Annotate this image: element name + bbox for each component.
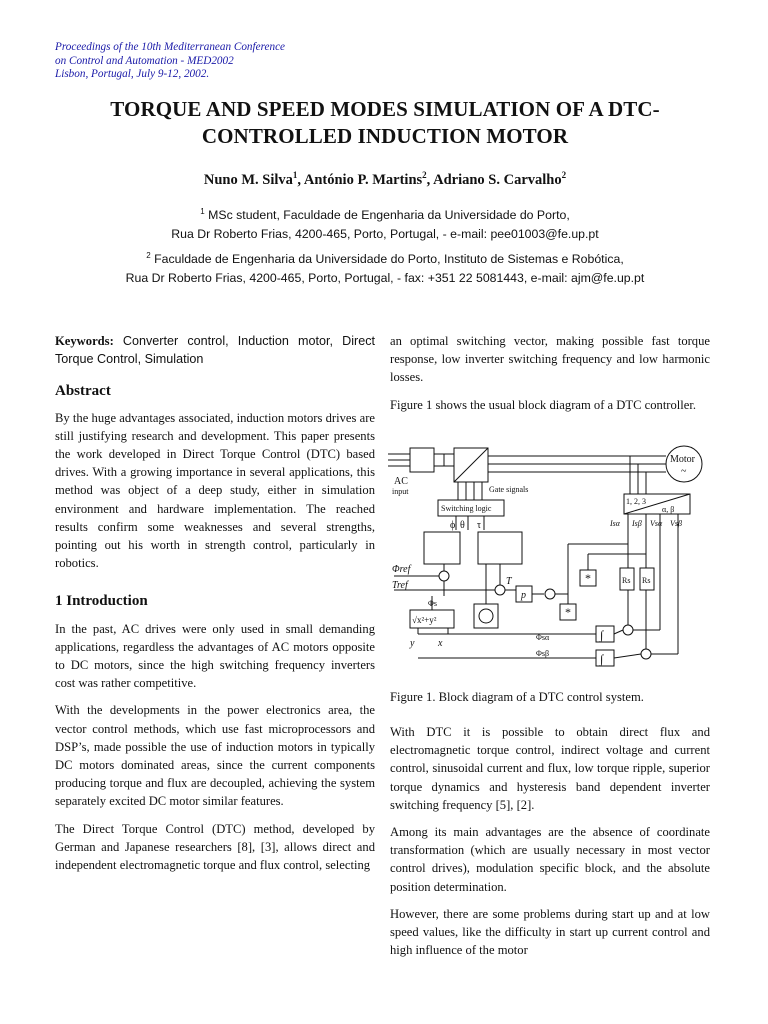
beta-flux-junction bbox=[641, 649, 651, 659]
ac-input-label: AC bbox=[394, 476, 408, 487]
author-sup: 1 bbox=[292, 170, 298, 180]
abstract-heading: Abstract bbox=[55, 383, 111, 400]
intro-paragraph: With the developments in the power electronics area, the vector control methods, which use fast microprocessors and DSP’s, made possible the use of induction motors in typically DC motors dominated areas, since the current components producing torque and flux are decoupled, achieving the system separately excited DC motor similar features. bbox=[55, 703, 375, 809]
gate-signals-label: Gate signals bbox=[489, 485, 529, 494]
flux-angle-block bbox=[474, 604, 498, 628]
right-paragraph: However, there are some problems during start up and at low speed values, like the difficulty in start up current control and high influence of the motor bbox=[390, 906, 710, 958]
integral-label-2: ∫ bbox=[600, 652, 604, 666]
torque-label: T bbox=[506, 576, 512, 587]
multiplier-label-1: * bbox=[585, 571, 591, 585]
flux-summing-junction bbox=[439, 571, 449, 581]
dtc-block-diagram bbox=[388, 444, 713, 679]
title-line-2: CONTROLLED INDUCTION MOTOR bbox=[201, 124, 569, 148]
affiliation-1 bbox=[40, 202, 730, 244]
proceedings-line-2: on Control and Automation - MED2002 bbox=[55, 54, 234, 67]
torque-calc-junction bbox=[545, 589, 555, 599]
phi-ref-label: Φref bbox=[392, 564, 411, 575]
affiliation-line: Faculdade de Engenharia da Universidade do Porto, Instituto de Sistemas e Robótica, bbox=[150, 252, 624, 267]
v-s-alpha-label: Vsα bbox=[650, 519, 663, 528]
i-s-alpha-label: Isα bbox=[610, 519, 620, 528]
affiliation-2 bbox=[40, 246, 730, 288]
introduction-heading: 1 Introduction bbox=[55, 593, 148, 610]
motor-label: Motor bbox=[670, 454, 695, 465]
i-s-beta-label: Isβ bbox=[632, 519, 642, 528]
beta-integrator-block bbox=[596, 650, 614, 666]
motor-symbol-label: ~ bbox=[681, 466, 687, 477]
phi-label: ϕ bbox=[450, 520, 456, 531]
phi-s-label: Φs bbox=[428, 599, 437, 608]
right-paragraph: Among its main advantages are the absence of coordinate transformation (which are usually necessary in most vector control drives), modulation specific block, and the absolute position determination. bbox=[390, 825, 710, 894]
phi-s-alpha-label: Φsα bbox=[536, 633, 550, 642]
switching-logic-label: Switching logic bbox=[441, 504, 492, 513]
tau-label: τ bbox=[477, 520, 482, 531]
x-label: x bbox=[438, 638, 443, 649]
right-column-bottom bbox=[390, 723, 710, 968]
alpha-integrator-block bbox=[596, 626, 614, 642]
author-name: Adriano S. Carvalho bbox=[433, 171, 562, 188]
rs-label-2: Rs bbox=[642, 576, 651, 585]
alpha-flux-junction bbox=[623, 625, 633, 635]
figure-caption: Figure 1. Block diagram of a DTC control system. bbox=[390, 690, 644, 704]
transform-label: 1, 2, 3 bbox=[626, 497, 646, 506]
transform-label-2: α, β bbox=[662, 505, 675, 514]
author-sup: 2 bbox=[561, 170, 567, 180]
abstract-text: By the huge advantages associated, induction motors drives are still justifying research and development. This paper presents the work developed in Direct Torque Control (DTC) based drives. With a growing importance in several applications, this method was object of a deep study, either in simulation environment and hardware implementation. The reached results confirm some weaknesses and several strengths, pointing out his worth in strength control, particularly in robotics. bbox=[55, 410, 375, 571]
proceedings-line-1: Proceedings of the 10th Mediterranean Conference bbox=[55, 41, 286, 53]
right-paragraph: an optimal switching vector, making possible fast torque response, low inverter switching frequency and low harmonic losses. bbox=[390, 334, 710, 385]
title-line-1: TORQUE AND SPEED MODES SIMULATION OF A DTC- bbox=[110, 97, 660, 121]
v-s-beta-label: Vsβ bbox=[670, 519, 682, 528]
theta-label: θ bbox=[460, 520, 465, 531]
right-column-top bbox=[390, 332, 710, 423]
phi-s-beta-label: Φsβ bbox=[536, 649, 550, 658]
torque-hysteresis-block bbox=[478, 532, 522, 564]
proceedings-line-3: Lisbon, Portugal, July 9-12, 2002. bbox=[55, 68, 210, 80]
author-sep: , bbox=[297, 171, 304, 188]
right-paragraph: With DTC it is possible to obtain direct flux and electromagnetic torque control, indirect voltage and current control, sinusoidal current and flux, low torque ripple, superior torque dynamics and hysteresis band dependent inverter switching frequency [5], [2]. bbox=[390, 725, 710, 812]
keywords-text: Converter control, Induction motor, Direct Torque Control, Simulation bbox=[55, 334, 375, 367]
affiliation-line: MSc student, Faculdade de Engenharia da Universidade do Porto, bbox=[204, 208, 570, 223]
intro-paragraph: In the past, AC drives were only used in small demanding applications, regardless the advantages of AC motors opposite to DC motors, since the high switching frequency inverters cost was rather competitive. bbox=[55, 621, 375, 691]
multiplier-label-2: * bbox=[565, 605, 571, 619]
rs-label-1: Rs bbox=[622, 576, 631, 585]
author-sep: , bbox=[426, 171, 434, 188]
t-ref-label: Tref bbox=[392, 580, 408, 591]
ac-input-label-2: input bbox=[392, 487, 409, 496]
author-list bbox=[40, 170, 730, 189]
affiliation-sup: 1 bbox=[200, 207, 205, 216]
affiliation-line: Rua Dr Roberto Frias, 4200-465, Porto, Portugal, - fax: +351 22 5081443, e-mail: ajm@fe.up.pt bbox=[125, 271, 645, 286]
rectifier-block bbox=[410, 448, 434, 472]
author-sup: 2 bbox=[422, 170, 427, 180]
keywords bbox=[55, 332, 375, 368]
author-name: António P. Martins bbox=[303, 171, 423, 188]
y-label: y bbox=[410, 638, 415, 649]
affiliation-sup: 2 bbox=[146, 251, 151, 260]
p-label: p bbox=[521, 590, 526, 601]
right-paragraph: Figure 1 shows the usual block diagram of a DTC controller. bbox=[390, 397, 697, 412]
keywords-label: Keywords: bbox=[55, 334, 114, 348]
integral-label-1: ∫ bbox=[600, 628, 604, 642]
proceedings-header bbox=[55, 41, 285, 82]
paper-title bbox=[40, 96, 730, 150]
flux-hysteresis-block bbox=[424, 532, 460, 564]
author-name: Nuno M. Silva bbox=[203, 171, 293, 188]
left-column bbox=[55, 332, 375, 883]
sqrt-label: √x²+y² bbox=[412, 615, 437, 625]
affiliation-line: Rua Dr Roberto Frias, 4200-465, Porto, Portugal, - e-mail: pee01003@fe.up.pt bbox=[171, 227, 599, 242]
torque-summing-junction bbox=[495, 585, 505, 595]
intro-paragraph: The Direct Torque Control (DTC) method, developed by German and Japanese researchers [8], [3], allows direct and independent electromagnetic torque and flux control, selecting bbox=[55, 821, 375, 873]
